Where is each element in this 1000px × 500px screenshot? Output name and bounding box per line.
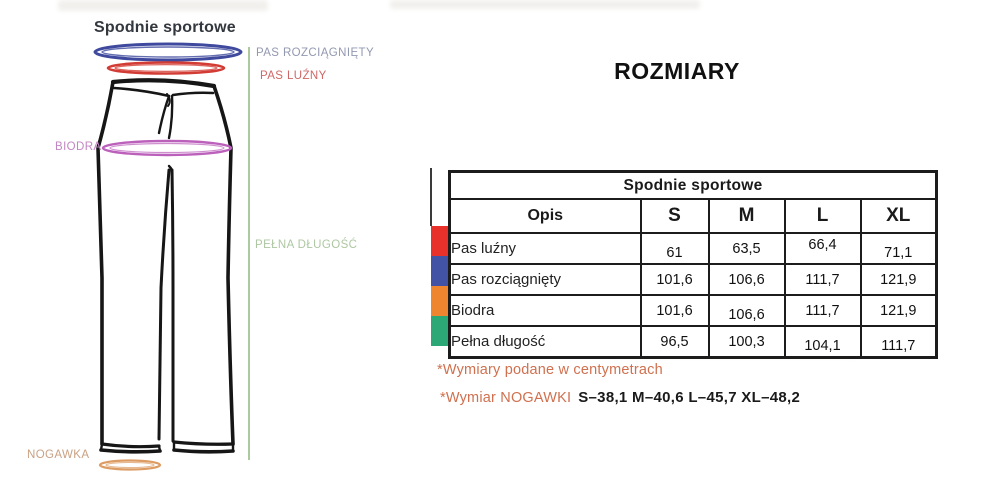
row-label: Biodra <box>450 295 641 326</box>
size-cell: 104,1 <box>785 326 861 358</box>
marker-biodra <box>431 286 448 316</box>
pants-outline <box>98 80 233 452</box>
row-label: Pas rozciągnięty <box>450 264 641 295</box>
column-header-opis: Opis <box>450 199 641 233</box>
size-cell: 71,1 <box>861 233 937 264</box>
column-header-m: M <box>709 199 785 233</box>
pants-diagram <box>85 38 260 478</box>
footnote-leg-opening-prefix: *Wymiar NOGAWKI <box>440 390 572 406</box>
size-cell: 121,9 <box>861 295 937 326</box>
table-row <box>450 295 937 326</box>
row-label: Pełna długość <box>450 326 641 358</box>
column-header-l: L <box>785 199 861 233</box>
size-cell: 111,7 <box>785 264 861 295</box>
drawstring <box>159 96 169 133</box>
label-leg-opening: NOGAWKA <box>27 449 90 461</box>
size-cell: 101,6 <box>641 295 709 326</box>
size-table-title: Spodnie sportowe <box>450 172 937 200</box>
label-hips: BIODRA <box>55 141 102 153</box>
waist-stretch-ellipse <box>95 44 241 60</box>
label-waist-loose: PAS LUŹNY <box>260 70 327 82</box>
marker-pelna-dlugosc <box>431 316 448 346</box>
size-cell: 121,9 <box>861 264 937 295</box>
hips-ellipse <box>103 141 231 155</box>
size-cell: 101,6 <box>641 264 709 295</box>
label-waist-stretched: PAS ROZCIĄGNIĘTY <box>256 47 375 59</box>
marker-pas-rozciagniety <box>431 256 448 286</box>
marker-pas-luzny <box>431 226 448 256</box>
footnote-leg-opening-values: S–38,1 M–40,6 L–45,7 XL–48,2 <box>578 389 801 406</box>
table-row <box>450 233 937 264</box>
scan-artifact <box>390 0 700 9</box>
footnote-leg-opening <box>440 389 800 406</box>
table-row <box>450 264 937 295</box>
column-header-s: S <box>641 199 709 233</box>
row-color-markers <box>431 226 448 346</box>
size-cell: 111,7 <box>861 326 937 358</box>
size-cell: 111,7 <box>785 295 861 326</box>
size-cell: 63,5 <box>709 233 785 264</box>
size-table <box>448 170 938 359</box>
footnote-units: *Wymiary podane w centymetrach <box>437 362 663 378</box>
marker-column-line <box>430 168 432 226</box>
label-full-length: PEŁNA DŁUGOŚĆ <box>255 239 358 251</box>
size-cell: 96,5 <box>641 326 709 358</box>
scan-artifact <box>58 0 268 11</box>
column-header-xl: XL <box>861 199 937 233</box>
size-cell: 66,4 <box>785 233 861 264</box>
row-label: Pas luźny <box>450 233 641 264</box>
sizes-heading: ROZMIARY <box>614 58 740 84</box>
table-row <box>450 326 937 358</box>
size-cell: 106,6 <box>709 264 785 295</box>
size-cell: 106,6 <box>709 295 785 326</box>
size-table-header-row <box>450 199 937 233</box>
size-cell: 100,3 <box>709 326 785 358</box>
size-cell: 61 <box>641 233 709 264</box>
waist-loose-ellipse <box>108 63 224 74</box>
leg-opening-ellipse <box>100 461 160 470</box>
diagram-title: Spodnie sportowe <box>94 19 236 36</box>
